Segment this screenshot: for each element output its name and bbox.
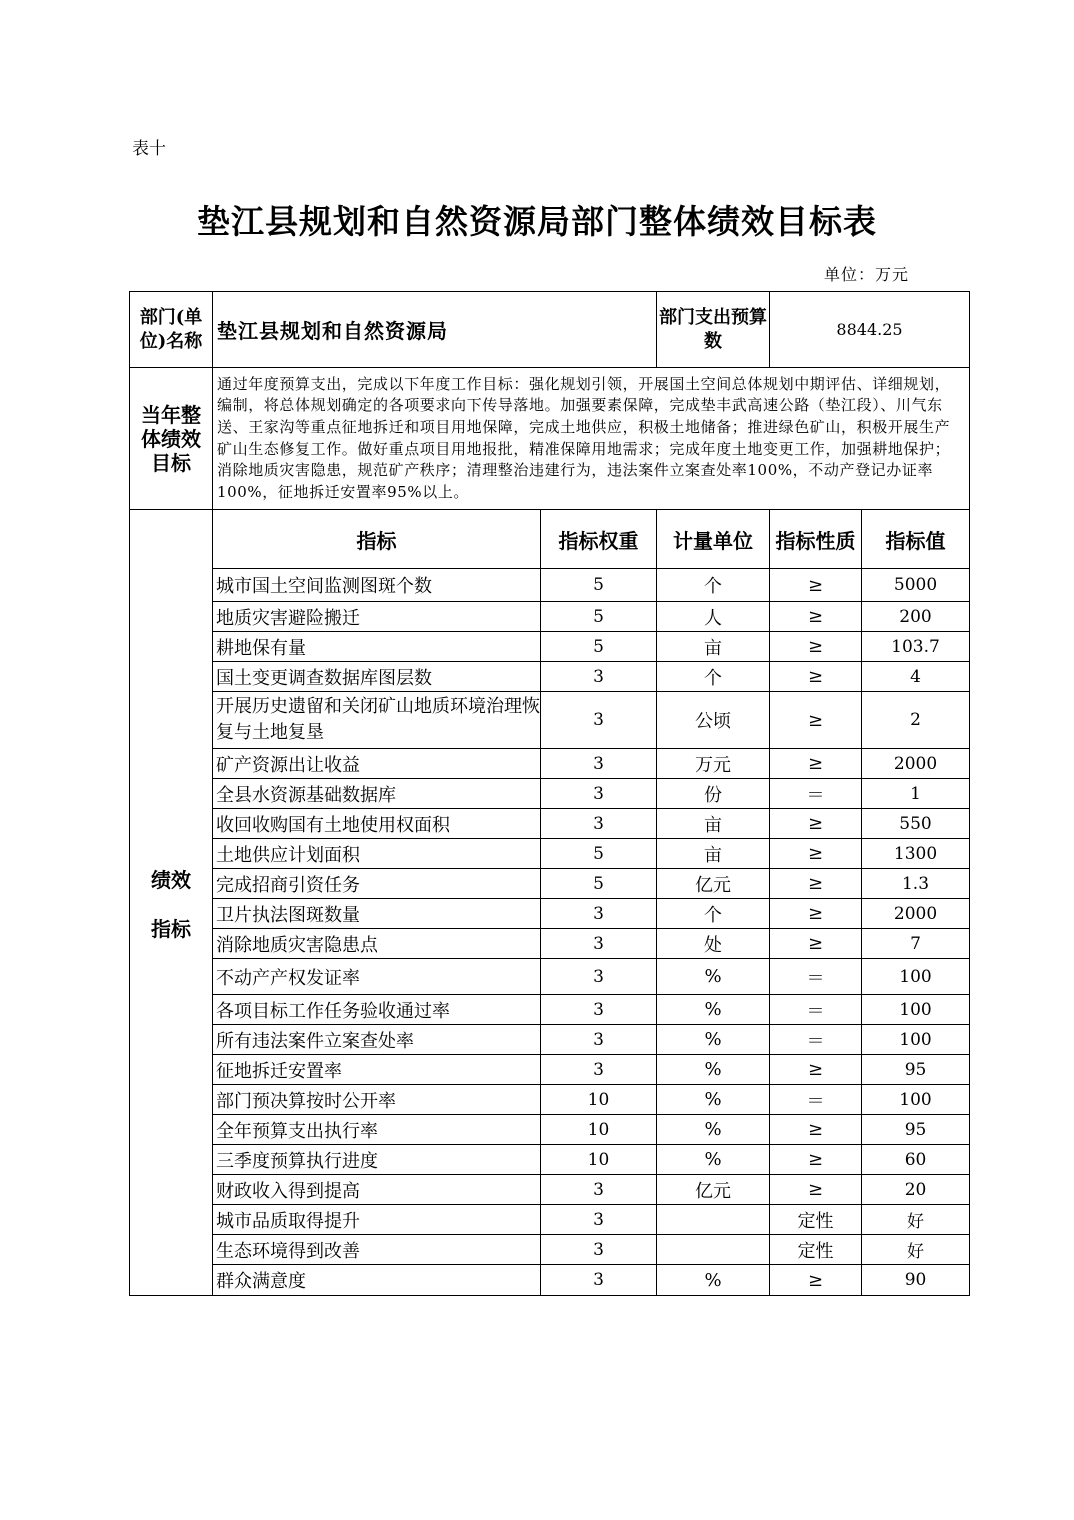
indicator-value: 2000 — [862, 899, 970, 929]
indicator-nature: ≥ — [770, 809, 862, 839]
col-header-value: 指标值 — [862, 510, 970, 569]
table-row — [130, 809, 970, 839]
table-row — [130, 569, 970, 602]
indicator-value: 100 — [862, 995, 970, 1025]
indicator-nature: ≥ — [770, 632, 862, 662]
table-row — [130, 1205, 970, 1235]
table-number-label: 表十 — [132, 139, 166, 159]
perf-label: 绩效 指标 — [130, 510, 213, 1296]
indicator-weight: 3 — [541, 959, 657, 995]
indicator-weight: 5 — [541, 569, 657, 602]
col-header-indicator: 指标 — [213, 510, 541, 569]
indicator-value: 103.7 — [862, 632, 970, 662]
indicator-value: 1.3 — [862, 869, 970, 899]
indicator-value: 2000 — [862, 749, 970, 779]
indicator-nature: ≥ — [770, 1175, 862, 1205]
indicator-weight: 10 — [541, 1145, 657, 1175]
indicator-name: 群众满意度 — [213, 1265, 541, 1296]
indicator-name: 生态环境得到改善 — [213, 1235, 541, 1265]
table-row — [130, 1235, 970, 1265]
indicator-value: 1 — [862, 779, 970, 809]
indicator-value: 100 — [862, 1025, 970, 1055]
indicator-unit: 万元 — [657, 749, 770, 779]
table-row — [130, 632, 970, 662]
indicator-value: 100 — [862, 1085, 970, 1115]
indicator-name: 全年预算支出执行率 — [213, 1115, 541, 1145]
indicator-nature: ≥ — [770, 1115, 862, 1145]
indicator-unit: 公顷 — [657, 692, 770, 749]
goal-row — [130, 368, 970, 510]
col-header-nature: 指标性质 — [770, 510, 862, 569]
table-row — [130, 995, 970, 1025]
indicator-name: 三季度预算执行进度 — [213, 1145, 541, 1175]
indicator-value: 2 — [862, 692, 970, 749]
indicator-nature: 定性 — [770, 1235, 862, 1265]
indicator-name: 消除地质灾害隐患点 — [213, 929, 541, 959]
indicator-name: 各项目标工作任务验收通过率 — [213, 995, 541, 1025]
indicator-name: 征地拆迁安置率 — [213, 1055, 541, 1085]
indicator-unit: % — [657, 1055, 770, 1085]
header-row — [130, 292, 970, 368]
indicator-unit: 个 — [657, 569, 770, 602]
table-row — [130, 839, 970, 869]
indicator-weight: 3 — [541, 809, 657, 839]
indicator-name: 地质灾害避险搬迁 — [213, 602, 541, 632]
indicator-unit: 亩 — [657, 632, 770, 662]
indicator-nature: ≥ — [770, 662, 862, 692]
indicator-value: 200 — [862, 602, 970, 632]
indicator-weight: 3 — [541, 1025, 657, 1055]
table-row — [130, 1175, 970, 1205]
indicator-nature: ≥ — [770, 602, 862, 632]
indicator-value: 95 — [862, 1055, 970, 1085]
indicator-unit: 个 — [657, 662, 770, 692]
indicator-name: 所有违法案件立案查处率 — [213, 1025, 541, 1055]
indicator-nature: ＝ — [770, 1025, 862, 1055]
indicator-value: 5000 — [862, 569, 970, 602]
indicator-name: 城市品质取得提升 — [213, 1205, 541, 1235]
unit-label: 单位：万元 — [824, 265, 910, 284]
table-row — [130, 692, 970, 749]
table-row — [130, 1145, 970, 1175]
indicator-name: 耕地保有量 — [213, 632, 541, 662]
budget-value: 8844.25 — [770, 292, 970, 368]
indicator-unit: % — [657, 1265, 770, 1296]
table-row — [130, 929, 970, 959]
indicator-unit: 处 — [657, 929, 770, 959]
performance-table — [129, 291, 970, 1296]
indicator-weight: 3 — [541, 995, 657, 1025]
indicator-value: 90 — [862, 1265, 970, 1296]
indicator-name: 不动产产权发证率 — [213, 959, 541, 995]
indicator-value: 95 — [862, 1115, 970, 1145]
indicator-unit: % — [657, 959, 770, 995]
indicator-nature: ≥ — [770, 1145, 862, 1175]
indicator-name: 收回收购国有土地使用权面积 — [213, 809, 541, 839]
goal-label: 当年整体绩效目标 — [130, 368, 213, 510]
table-row — [130, 749, 970, 779]
indicator-unit: 亿元 — [657, 869, 770, 899]
table-row — [130, 1025, 970, 1055]
column-header-row — [130, 510, 970, 569]
indicator-nature: ≥ — [770, 929, 862, 959]
indicator-value: 60 — [862, 1145, 970, 1175]
col-header-unit: 计量单位 — [657, 510, 770, 569]
indicator-weight: 3 — [541, 1205, 657, 1235]
table-row — [130, 602, 970, 632]
table-row — [130, 869, 970, 899]
indicator-unit: 亩 — [657, 809, 770, 839]
indicator-name: 开展历史遗留和关闭矿山地质环境治理恢复与土地复垦 — [213, 692, 541, 749]
indicator-name: 财政收入得到提高 — [213, 1175, 541, 1205]
indicator-nature: 定性 — [770, 1205, 862, 1235]
indicator-unit — [657, 1235, 770, 1265]
table-row — [130, 1085, 970, 1115]
page-title: 垫江县规划和自然资源局部门整体绩效目标表 — [197, 202, 877, 241]
indicator-unit: % — [657, 1145, 770, 1175]
table-row — [130, 662, 970, 692]
indicator-nature: ≥ — [770, 899, 862, 929]
indicator-name: 卫片执法图斑数量 — [213, 899, 541, 929]
indicator-weight: 3 — [541, 1055, 657, 1085]
indicator-name: 城市国土空间监测图斑个数 — [213, 569, 541, 602]
indicator-name: 全县水资源基础数据库 — [213, 779, 541, 809]
indicator-unit: % — [657, 995, 770, 1025]
indicator-unit: 人 — [657, 602, 770, 632]
indicator-weight: 3 — [541, 779, 657, 809]
indicator-nature: ≥ — [770, 692, 862, 749]
table-row — [130, 1265, 970, 1296]
indicator-unit — [657, 1205, 770, 1235]
indicator-weight: 3 — [541, 692, 657, 749]
indicator-nature: ＝ — [770, 1085, 862, 1115]
indicator-weight: 5 — [541, 839, 657, 869]
indicator-weight: 10 — [541, 1085, 657, 1115]
indicator-weight: 3 — [541, 929, 657, 959]
indicator-name: 国土变更调查数据库图层数 — [213, 662, 541, 692]
table-row — [130, 959, 970, 995]
indicator-value: 20 — [862, 1175, 970, 1205]
col-header-weight: 指标权重 — [541, 510, 657, 569]
indicator-nature: ≥ — [770, 749, 862, 779]
indicator-name: 土地供应计划面积 — [213, 839, 541, 869]
indicator-name: 部门预决算按时公开率 — [213, 1085, 541, 1115]
indicator-weight: 3 — [541, 1265, 657, 1296]
indicator-weight: 3 — [541, 1175, 657, 1205]
indicator-nature: ＝ — [770, 779, 862, 809]
indicator-nature: ≥ — [770, 869, 862, 899]
table-row — [130, 779, 970, 809]
table-row — [130, 1115, 970, 1145]
indicator-nature: ≥ — [770, 569, 862, 602]
indicator-name: 完成招商引资任务 — [213, 869, 541, 899]
indicator-weight: 5 — [541, 869, 657, 899]
indicator-nature: ＝ — [770, 959, 862, 995]
indicator-unit: % — [657, 1115, 770, 1145]
indicator-weight: 3 — [541, 1235, 657, 1265]
indicator-weight: 5 — [541, 602, 657, 632]
indicator-unit: % — [657, 1085, 770, 1115]
indicator-nature: ≥ — [770, 1265, 862, 1296]
indicator-value: 好 — [862, 1205, 970, 1235]
indicator-value: 好 — [862, 1235, 970, 1265]
indicator-value: 1300 — [862, 839, 970, 869]
indicator-unit: % — [657, 1025, 770, 1055]
indicator-weight: 10 — [541, 1115, 657, 1145]
indicator-value: 7 — [862, 929, 970, 959]
indicator-weight: 5 — [541, 632, 657, 662]
dept-name: 垫江县规划和自然资源局 — [213, 292, 657, 368]
indicator-unit: 亩 — [657, 839, 770, 869]
indicator-unit: 个 — [657, 899, 770, 929]
indicator-name: 矿产资源出让收益 — [213, 749, 541, 779]
table-row — [130, 1055, 970, 1085]
table-row — [130, 899, 970, 929]
indicator-weight: 3 — [541, 662, 657, 692]
indicator-value: 550 — [862, 809, 970, 839]
indicator-nature: ≥ — [770, 1055, 862, 1085]
indicator-nature: ≥ — [770, 839, 862, 869]
indicator-value: 100 — [862, 959, 970, 995]
indicator-unit: 亿元 — [657, 1175, 770, 1205]
indicator-weight: 3 — [541, 749, 657, 779]
budget-label: 部门支出预算数 — [657, 292, 770, 368]
indicator-nature: ＝ — [770, 995, 862, 1025]
indicator-unit: 份 — [657, 779, 770, 809]
indicator-value: 4 — [862, 662, 970, 692]
dept-label: 部门(单位)名称 — [130, 292, 213, 368]
goal-text: 通过年度预算支出，完成以下年度工作目标：强化规划引领，开展国土空间总体规划中期评估、详细规划，编制，将总体规划确定的各项要求向下传导落地。加强要素保障，完成垫丰武高速公路（垫江段）、川气东送、王家沟等重点征地拆迁和项目用地保障，完成土地供应，积极土地储备；推进绿色矿山，积极开展生产矿山生态修复工作。做好重点项目用地报批，精准保障用地需求；完成年度土地变更工作，加强耕地保护；消除地质灾害隐患，规范矿产秩序；清理整治违建行为，违法案件立案查处率100%，不动产登记办证率100%，征地拆迁安置率95%以上。 — [213, 368, 970, 510]
indicator-weight: 3 — [541, 899, 657, 929]
